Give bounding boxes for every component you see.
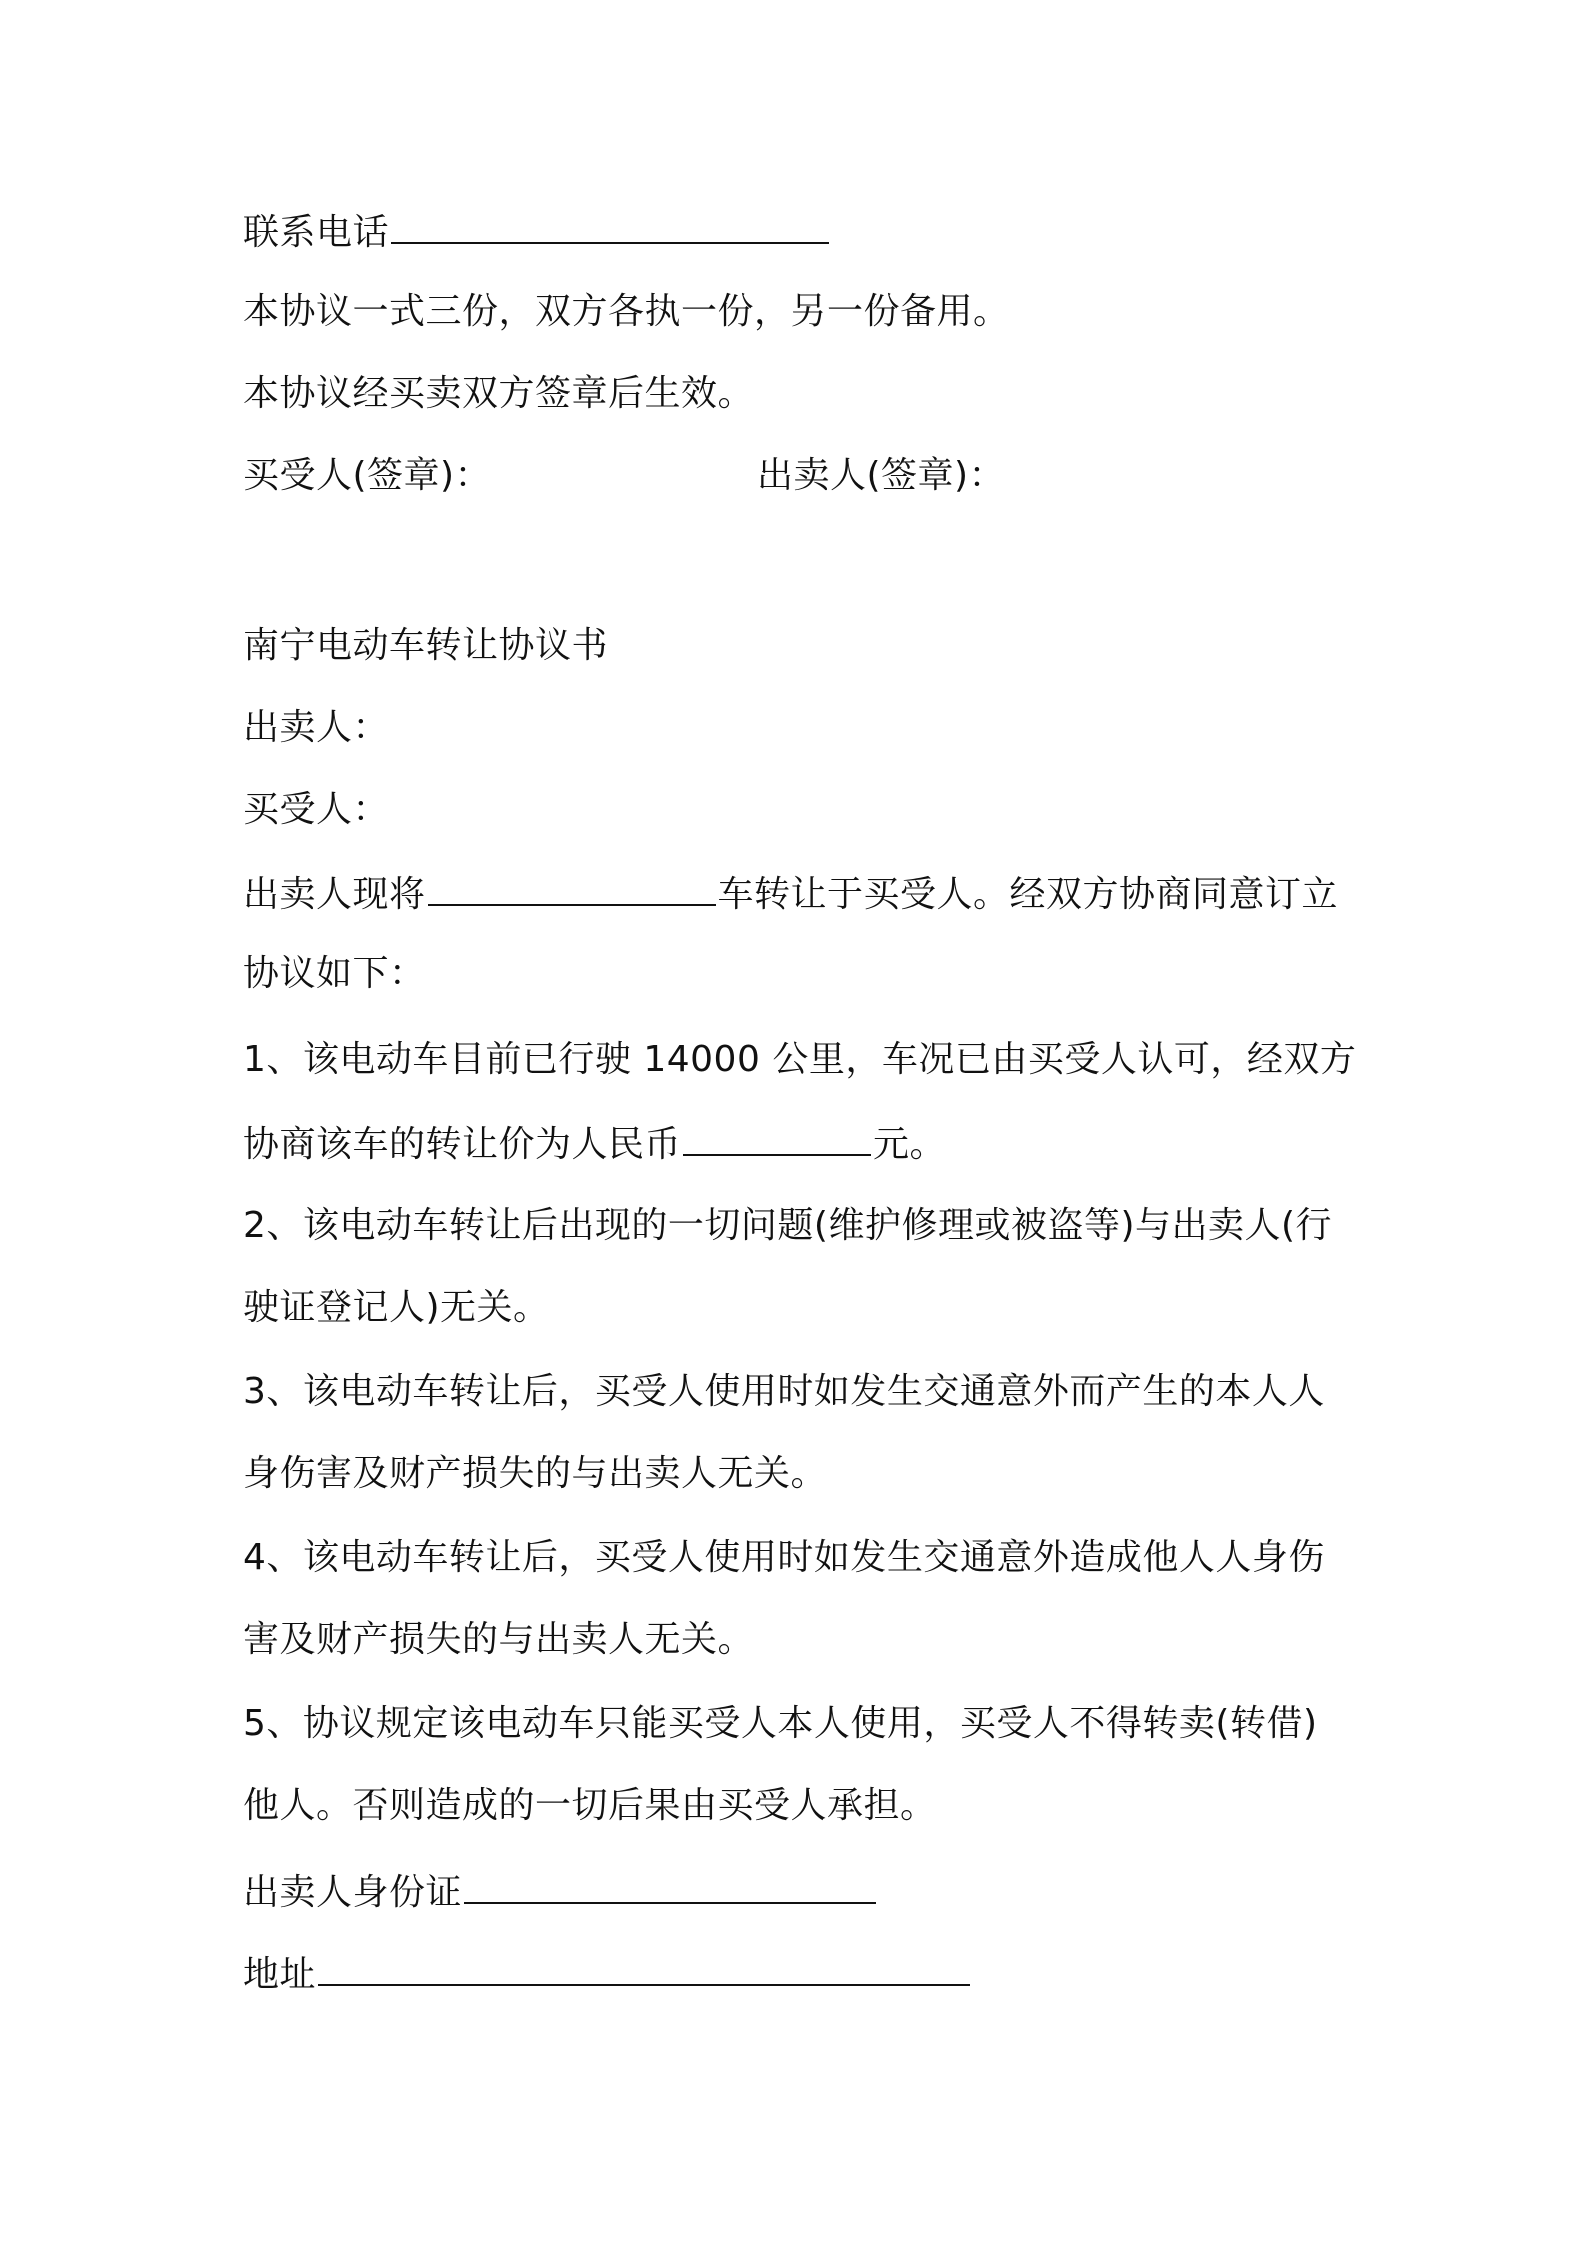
vehicle-blank (428, 868, 716, 906)
agreement-title: 南宁电动车转让协议书 (243, 625, 609, 666)
clause4-line1: 4、该电动车转让后，买受人使用时如发生交通意外造成他人人身伤 (243, 1537, 1325, 1578)
phone-line (243, 206, 831, 257)
phone-label: 联系电话 (243, 212, 390, 253)
seller-id-line (243, 1866, 878, 1917)
signature-line (243, 452, 1343, 500)
seller-sign-label: 出卖人(签章)： (757, 455, 1006, 496)
clause1-part1: 协商该车的转让价为人民币 (243, 1124, 682, 1165)
intro-line (243, 868, 1338, 919)
clause2-line2: 驶证登记人)无关。 (243, 1287, 550, 1328)
buyer-label: 买受人： (243, 789, 390, 830)
address-label: 地址 (243, 1954, 317, 1995)
intro-part1: 出卖人现将 (243, 874, 426, 915)
clause3-line1: 3、该电动车转让后，买受人使用时如发生交通意外而产生的本人人 (243, 1371, 1325, 1412)
address-line (243, 1948, 972, 1999)
price-blank (683, 1118, 871, 1156)
clause2-line1: 2、该电动车转让后出现的一切问题(维护修理或被盗等)与出卖人(行 (243, 1205, 1333, 1246)
copies-note: 本协议一式三份，双方各执一份，另一份备用。 (243, 291, 1010, 332)
clause1-line1: 1、该电动车目前已行驶 14000 公里，车况已由买受人认可，经双方 (243, 1039, 1357, 1080)
clause4-line2: 害及财产损失的与出卖人无关。 (243, 1619, 755, 1660)
seller-id-blank (464, 1866, 876, 1904)
intro-cont: 协议如下： (243, 953, 426, 994)
clause5-line1: 5、协议规定该电动车只能买受人本人使用，买受人不得转卖(转借) (243, 1703, 1318, 1744)
buyer-sign-label: 买受人(签章)： (243, 455, 492, 496)
address-blank (318, 1948, 970, 1986)
intro-part2: 车转让于买受人。经双方协商同意订立 (717, 874, 1339, 915)
phone-blank (391, 206, 829, 244)
clause1-part2: 元。 (873, 1124, 947, 1165)
clause5-line2: 他人。否则造成的一切后果由买受人承担。 (243, 1785, 937, 1826)
seller-id-label: 出卖人身份证 (243, 1872, 463, 1913)
effect-note: 本协议经买卖双方签章后生效。 (243, 373, 755, 414)
clause3-line2: 身伤害及财产损失的与出卖人无关。 (243, 1453, 828, 1494)
seller-label: 出卖人： (243, 707, 390, 748)
clause1-line2 (243, 1118, 946, 1169)
